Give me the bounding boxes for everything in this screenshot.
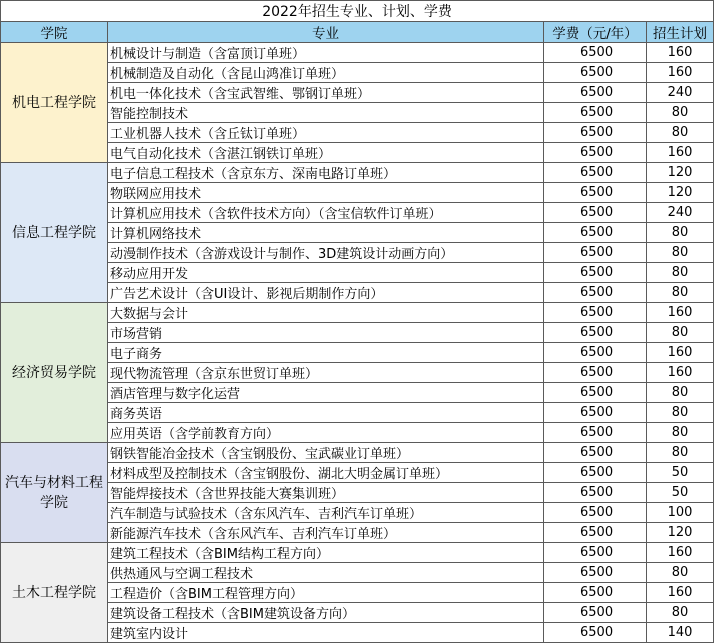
- plan-cell: 160: [647, 363, 714, 383]
- table-row: [1, 83, 714, 103]
- major-cell: 汽车制造与试验技术（含东风汽车、吉利汽车订单班）: [108, 503, 544, 523]
- table-row: [1, 243, 714, 263]
- table-row: [1, 183, 714, 203]
- fee-cell: 6500: [544, 143, 647, 163]
- table-row: [1, 43, 714, 63]
- major-cell: 移动应用开发: [108, 263, 544, 283]
- major-cell: 商务英语: [108, 403, 544, 423]
- plan-cell: 80: [647, 263, 714, 283]
- major-cell: 现代物流管理（含京东世贸订单班）: [108, 363, 544, 383]
- major-cell: 酒店管理与数字化运营: [108, 383, 544, 403]
- major-cell: 供热通风与空调工程技术: [108, 563, 544, 583]
- fee-cell: 6500: [544, 583, 647, 603]
- college-name: 经济贸易学院: [1, 303, 108, 443]
- plan-cell: 240: [647, 203, 714, 223]
- fee-cell: 6500: [544, 203, 647, 223]
- table-row: [1, 423, 714, 443]
- fee-cell: 6500: [544, 343, 647, 363]
- fee-cell: 6500: [544, 103, 647, 123]
- major-cell: 建筑设备工程技术（含BIM建筑设备方向）: [108, 603, 544, 623]
- major-cell: 应用英语（含学前教育方向）: [108, 423, 544, 443]
- fee-cell: 6500: [544, 303, 647, 323]
- major-cell: 动漫制作技术（含游戏设计与制作、3D建筑设计动画方向）: [108, 243, 544, 263]
- major-cell: 工业机器人技术（含丘钛订单班）: [108, 123, 544, 143]
- table-row: [1, 103, 714, 123]
- fee-cell: 6500: [544, 183, 647, 203]
- plan-cell: 80: [647, 123, 714, 143]
- table-row: [1, 343, 714, 363]
- table-row: [1, 603, 714, 623]
- major-cell: 物联网应用技术: [108, 183, 544, 203]
- fee-cell: 6500: [544, 543, 647, 563]
- plan-cell: 80: [647, 403, 714, 423]
- table-row: [1, 63, 714, 83]
- major-cell: 计算机应用技术（含软件技术方向）（含宝信软件订单班）: [108, 203, 544, 223]
- fee-cell: 6500: [544, 503, 647, 523]
- table-row: [1, 323, 714, 343]
- table-row: [1, 143, 714, 163]
- college-name: 汽车与材料工程学院: [1, 443, 108, 543]
- plan-cell: 80: [647, 603, 714, 623]
- table-row: [1, 483, 714, 503]
- fee-cell: 6500: [544, 43, 647, 63]
- table-row: [1, 283, 714, 303]
- plan-cell: 80: [647, 103, 714, 123]
- plan-cell: 80: [647, 443, 714, 463]
- major-cell: 智能控制技术: [108, 103, 544, 123]
- major-cell: 智能焊接技术（含世界技能大赛集训班）: [108, 483, 544, 503]
- plan-cell: 160: [647, 343, 714, 363]
- major-cell: 建筑工程技术（含BIM结构工程方向）: [108, 543, 544, 563]
- major-cell: 工程造价（含BIM工程管理方向）: [108, 583, 544, 603]
- fee-cell: 6500: [544, 263, 647, 283]
- plan-cell: 50: [647, 463, 714, 483]
- plan-cell: 160: [647, 43, 714, 63]
- plan-cell: 80: [647, 563, 714, 583]
- fee-cell: 6500: [544, 243, 647, 263]
- fee-cell: 6500: [544, 523, 647, 543]
- fee-cell: 6500: [544, 483, 647, 503]
- major-cell: 电子信息工程技术（含京东方、深南电路订单班）: [108, 163, 544, 183]
- fee-cell: 6500: [544, 443, 647, 463]
- fee-cell: 6500: [544, 383, 647, 403]
- fee-cell: 6500: [544, 323, 647, 343]
- table-row: [1, 523, 714, 543]
- fee-cell: 6500: [544, 423, 647, 443]
- major-cell: 新能源汽车技术（含东风汽车、吉利汽车订单班）: [108, 523, 544, 543]
- plan-cell: 160: [647, 303, 714, 323]
- plan-cell: 160: [647, 143, 714, 163]
- fee-cell: 6500: [544, 563, 647, 583]
- table-row: [1, 403, 714, 423]
- table-row: [1, 383, 714, 403]
- plan-cell: 100: [647, 503, 714, 523]
- plan-cell: 160: [647, 583, 714, 603]
- major-cell: 材料成型及控制技术（含宝钢股份、湖北大明金属订单班）: [108, 463, 544, 483]
- fee-cell: 6500: [544, 283, 647, 303]
- header-row: [1, 22, 714, 43]
- table-row: [1, 463, 714, 483]
- table-row: [1, 623, 714, 643]
- major-cell: 机械设计与制造（含富顶订单班）: [108, 43, 544, 63]
- major-cell: 电气自动化技术（含湛江钢铁订单班）: [108, 143, 544, 163]
- table-row: [1, 123, 714, 143]
- plan-cell: 160: [647, 543, 714, 563]
- table-row: [1, 203, 714, 223]
- major-cell: 广告艺术设计（含UI设计、影视后期制作方向）: [108, 283, 544, 303]
- plan-cell: 120: [647, 523, 714, 543]
- college-name: 信息工程学院: [1, 163, 108, 303]
- major-cell: 机电一体化技术（含宝武智维、鄂钢订单班）: [108, 83, 544, 103]
- plan-cell: 80: [647, 323, 714, 343]
- fee-cell: 6500: [544, 123, 647, 143]
- major-cell: 机械制造及自动化（含昆山鸿准订单班）: [108, 63, 544, 83]
- table-row: [1, 163, 714, 183]
- major-cell: 电子商务: [108, 343, 544, 363]
- fee-cell: 6500: [544, 363, 647, 383]
- table-row: [1, 543, 714, 563]
- fee-cell: 6500: [544, 463, 647, 483]
- header-fee: 学费（元/年）: [544, 22, 647, 43]
- header-plan: 招生计划: [647, 22, 714, 43]
- fee-cell: 6500: [544, 623, 647, 643]
- plan-cell: 80: [647, 383, 714, 403]
- fee-cell: 6500: [544, 403, 647, 423]
- plan-cell: 240: [647, 83, 714, 103]
- table-row: [1, 563, 714, 583]
- table-row: [1, 583, 714, 603]
- major-cell: 计算机网络技术: [108, 223, 544, 243]
- college-name: 土木工程学院: [1, 543, 108, 643]
- table-row: [1, 363, 714, 383]
- fee-cell: 6500: [544, 603, 647, 623]
- title-row: [1, 1, 714, 22]
- table-row: [1, 303, 714, 323]
- plan-cell: 160: [647, 63, 714, 83]
- table-row: [1, 503, 714, 523]
- header-college: 学院: [1, 22, 108, 43]
- fee-cell: 6500: [544, 63, 647, 83]
- fee-cell: 6500: [544, 223, 647, 243]
- header-major: 专业: [108, 22, 544, 43]
- table-row: [1, 443, 714, 463]
- plan-cell: 140: [647, 623, 714, 643]
- fee-cell: 6500: [544, 83, 647, 103]
- plan-cell: 120: [647, 183, 714, 203]
- fee-cell: 6500: [544, 163, 647, 183]
- plan-cell: 80: [647, 223, 714, 243]
- plan-cell: 80: [647, 283, 714, 303]
- plan-cell: 80: [647, 243, 714, 263]
- plan-cell: 50: [647, 483, 714, 503]
- major-cell: 钢铁智能冶金技术（含宝钢股份、宝武碳业订单班）: [108, 443, 544, 463]
- plan-cell: 80: [647, 423, 714, 443]
- plan-cell: 120: [647, 163, 714, 183]
- major-cell: 市场营销: [108, 323, 544, 343]
- college-name: 机电工程学院: [1, 43, 108, 163]
- major-cell: 大数据与会计: [108, 303, 544, 323]
- table-row: [1, 223, 714, 243]
- table-row: [1, 263, 714, 283]
- table-title: 2022年招生专业、计划、学费: [1, 1, 714, 22]
- major-cell: 建筑室内设计: [108, 623, 544, 643]
